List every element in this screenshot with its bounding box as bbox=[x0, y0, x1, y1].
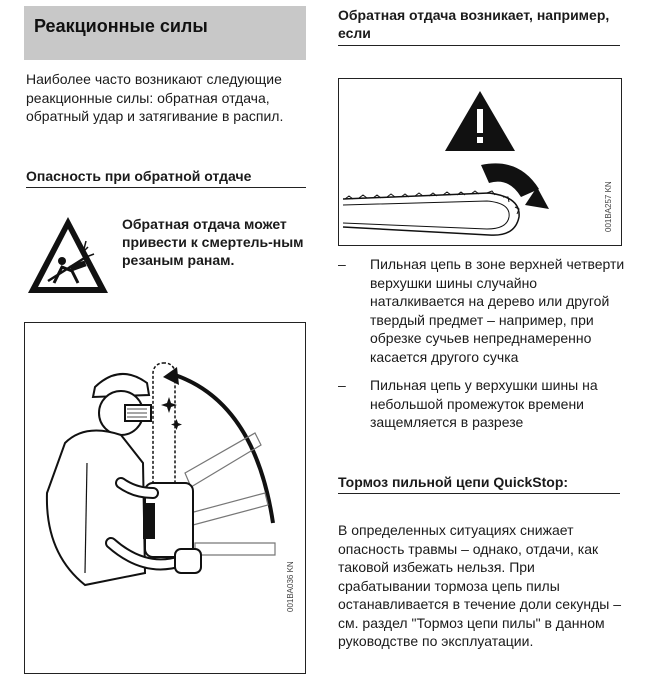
quickstop-paragraph: В определенных ситуациях снижает опасность травмы – однако, отдачи, как таковой избежать нельзя. При срабатывании тормоза цепь пилы останавливается в течение доли секунды – см. раздел "Тормоз цепи пилы" в данном руководстве по эксплуатации. bbox=[338, 522, 622, 649]
bar-tip-illustration bbox=[338, 78, 622, 246]
kickback-occurs-heading: Обратная отдача возникает, например, если bbox=[338, 6, 620, 46]
kickback-warning-text: Обратная отдача может привести к смертель-ным резаным ранам. bbox=[122, 216, 304, 268]
section-title: Реакционные силы bbox=[34, 16, 208, 36]
kickback-warning-icon bbox=[26, 213, 110, 297]
list-item bbox=[338, 255, 628, 366]
bullet-dash: – bbox=[338, 256, 346, 272]
bullet-text: Пильная цепь у верхушки шины на небольшой промежуток времени защемляется в разрезе bbox=[370, 377, 598, 430]
bullet-dash: – bbox=[338, 377, 346, 393]
right-figure-code: 001BA257 KN bbox=[604, 181, 613, 232]
kickback-causes-list bbox=[338, 255, 628, 442]
list-item bbox=[338, 376, 628, 432]
left-figure-code: 001BA036 KN bbox=[286, 561, 295, 612]
bullet-text: Пильная цепь в зоне верхней четверти верхушки шины случайно наталкивается на дерево или другой твердый предмет – например, при обрезке сучьев непреднамеренно касается другого сучка bbox=[370, 256, 625, 365]
kickback-danger-heading: Опасность при обратной отдаче bbox=[26, 168, 306, 188]
section-title-band bbox=[24, 6, 306, 60]
kickback-illustration bbox=[24, 322, 306, 674]
intro-paragraph: Наиболее часто возникают следующие реакционные силы: обратная отдача, обратный удар и затягивание в распил. bbox=[26, 71, 284, 124]
quickstop-heading: Тормоз пильной цепи QuickStop: bbox=[338, 474, 620, 494]
